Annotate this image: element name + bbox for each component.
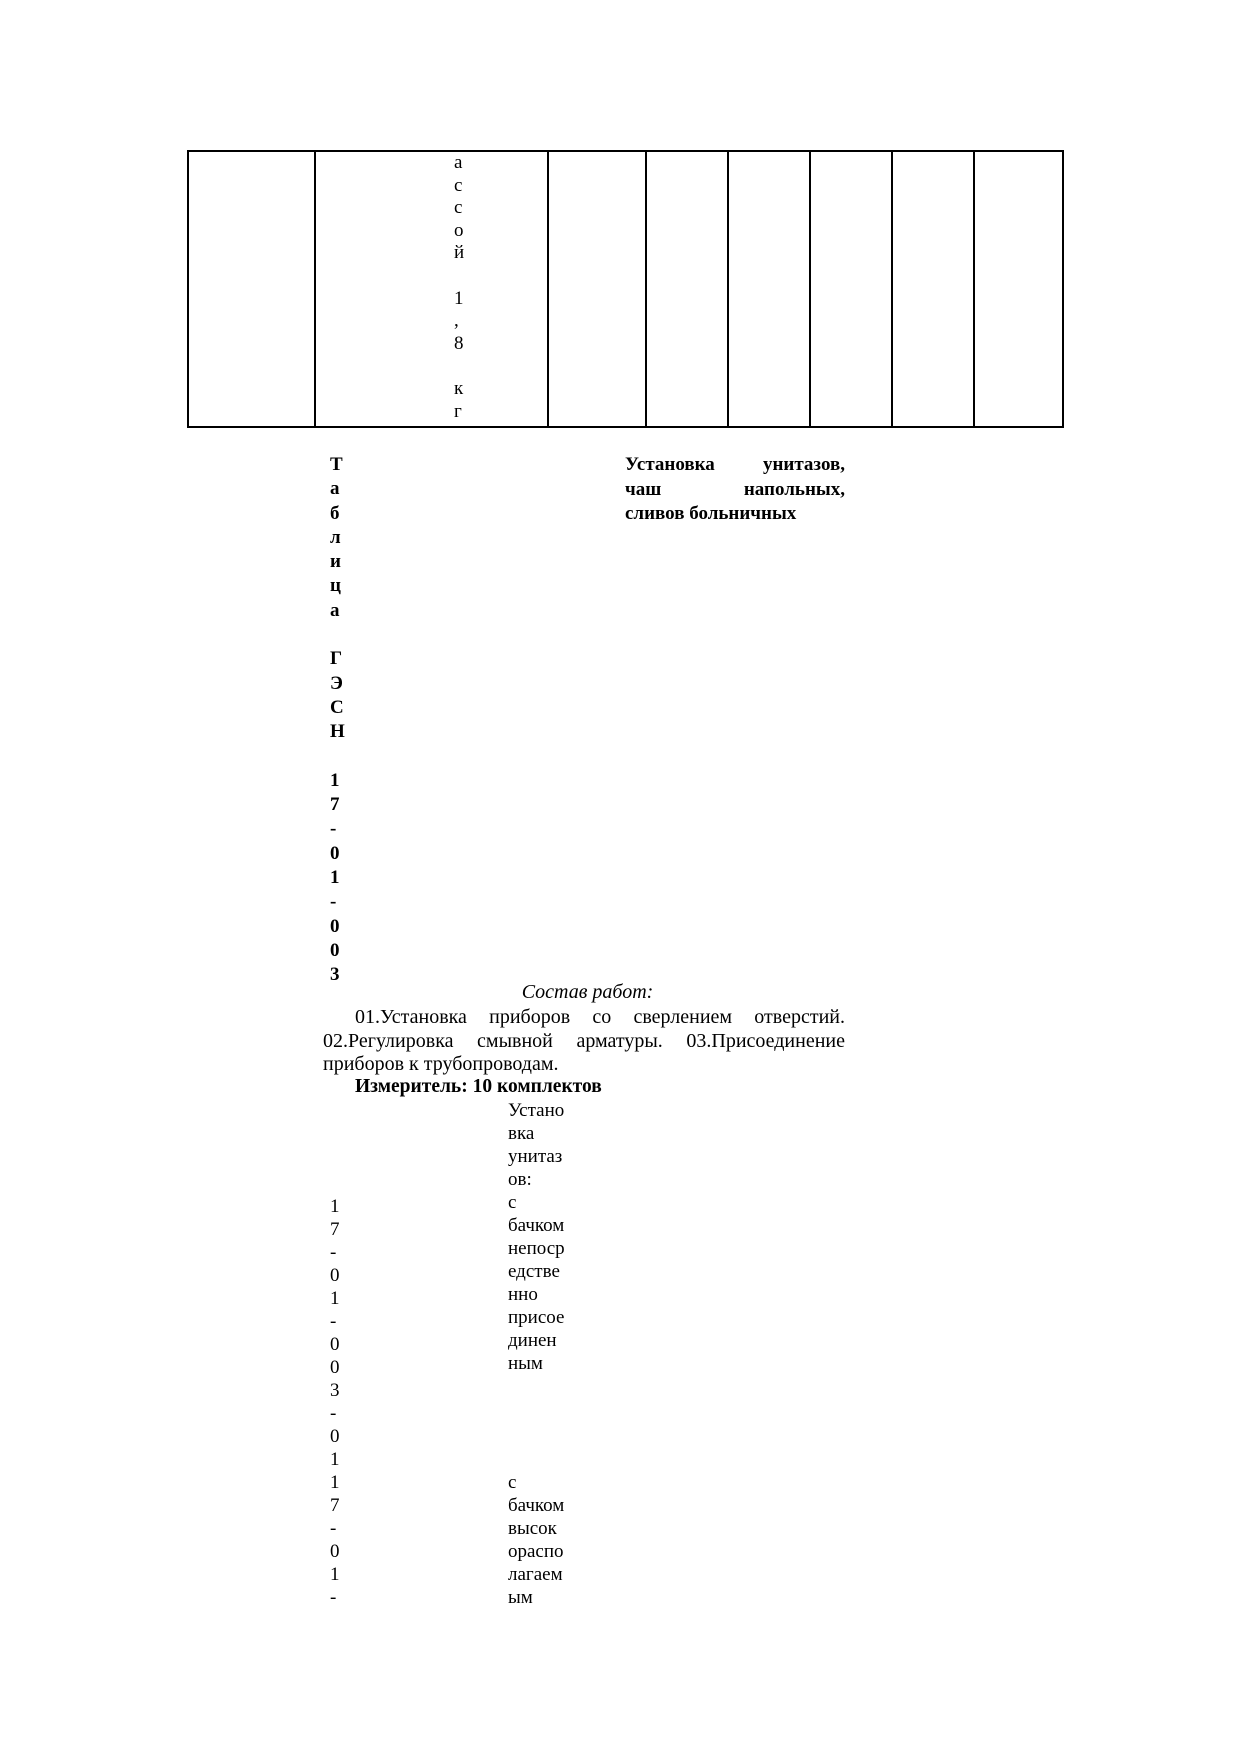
char: [330, 623, 345, 647]
char: о: [454, 219, 464, 241]
char: к: [454, 377, 464, 399]
desc-line: с: [508, 1472, 517, 1493]
item-description: [508, 1099, 565, 1375]
word: сверлением: [633, 1006, 733, 1028]
desc-line: унитаз: [508, 1146, 563, 1167]
char: 1: [330, 1288, 340, 1309]
item-code: [330, 1195, 340, 1471]
word: смывной: [477, 1029, 553, 1052]
word: 01.Установка: [355, 1006, 467, 1028]
char: [330, 745, 345, 769]
char: 1: [330, 1564, 340, 1585]
word: отверстий.: [754, 1006, 845, 1028]
cell-vertical-text: [454, 152, 685, 423]
table-row: [188, 151, 1063, 427]
table-cell: [315, 151, 548, 427]
char: [454, 265, 685, 288]
char: и: [330, 551, 341, 573]
char: С: [330, 696, 344, 718]
heading-word: Установка: [625, 454, 715, 475]
heading-word: напольных,: [743, 478, 845, 500]
char: с: [454, 197, 463, 219]
desc-line: Устано: [508, 1100, 565, 1121]
char: 1: [330, 1449, 340, 1470]
char: 0: [330, 1426, 340, 1447]
char: -: [330, 1242, 337, 1263]
desc-line: вка: [508, 1123, 535, 1144]
char: 0: [330, 1334, 340, 1355]
text-line: приборов к трубопроводам.: [323, 1053, 559, 1075]
table-cell: [188, 151, 315, 427]
char: л: [330, 526, 341, 548]
char: 0: [330, 842, 340, 864]
char: [454, 355, 685, 378]
desc-line: присое: [508, 1307, 565, 1328]
char: -: [330, 1403, 337, 1424]
desc-line: ым: [508, 1587, 533, 1608]
table-cell: [810, 151, 892, 427]
desc-line: динен: [508, 1330, 557, 1351]
char: ,: [454, 310, 459, 332]
char: 8: [454, 332, 464, 354]
text-line: [323, 1006, 845, 1030]
char: Н: [330, 721, 345, 743]
desc-line: с: [508, 1192, 517, 1213]
char: с: [454, 174, 463, 196]
word: арматуры.: [576, 1029, 663, 1052]
desc-line: бачком: [508, 1495, 565, 1516]
desc-line: лагаем: [508, 1564, 563, 1585]
char: -: [330, 1311, 337, 1332]
char: а: [454, 152, 463, 173]
char: 1: [330, 1472, 340, 1493]
char: г: [454, 400, 462, 422]
word: приборов: [489, 1006, 571, 1028]
desc-line: ов:: [508, 1169, 532, 1190]
char: 0: [330, 1357, 340, 1378]
char: Т: [330, 454, 343, 475]
section-heading: [625, 453, 845, 527]
composition-text: [323, 1006, 845, 1077]
desc-line: едстве: [508, 1261, 560, 1282]
word: 03.Присоединение: [686, 1029, 845, 1052]
composition-title: Состав работ:: [521, 981, 654, 1003]
char: 0: [330, 1541, 340, 1562]
table-cell: [974, 151, 1063, 427]
char: 1: [330, 769, 340, 791]
char: 1: [330, 1196, 340, 1217]
char: 7: [330, 1495, 340, 1516]
word: 02.Регулировка: [323, 1029, 454, 1052]
char: 7: [330, 794, 340, 816]
char: й: [454, 242, 465, 264]
desc-line: нно: [508, 1284, 538, 1305]
heading-line: [625, 478, 845, 503]
char: 0: [330, 939, 340, 961]
char: а: [330, 478, 340, 500]
desc-line: бачком: [508, 1215, 565, 1236]
item-code: [330, 1471, 340, 1609]
heading-line: сливов больничных: [625, 503, 797, 524]
table-label: [330, 453, 345, 988]
char: б: [330, 502, 340, 524]
heading-word: чаш: [625, 478, 662, 500]
char: 0: [330, 915, 340, 937]
word: со: [592, 1006, 612, 1028]
char: 1: [454, 287, 464, 309]
heading-word: унитазов,: [762, 454, 845, 475]
desc-line: ораспо: [508, 1541, 564, 1562]
char: 0: [330, 1265, 340, 1286]
measure-unit: Измеритель: 10 комплектов: [355, 1076, 602, 1097]
table-cell: [728, 151, 810, 427]
char: -: [330, 891, 337, 913]
char: Г: [330, 648, 343, 670]
char: -: [330, 1518, 337, 1539]
char: ц: [330, 575, 341, 597]
char: -: [330, 1587, 337, 1608]
item-description: [508, 1471, 564, 1609]
heading-line: [625, 453, 845, 478]
desc-line: высок: [508, 1518, 557, 1539]
text-line: [323, 1030, 845, 1054]
table-cell: [892, 151, 974, 427]
desc-line: непоср: [508, 1238, 565, 1259]
resource-table: [187, 150, 1064, 428]
char: Э: [330, 672, 343, 694]
char: 1: [330, 867, 340, 889]
char: 3: [330, 1380, 340, 1401]
char: -: [330, 818, 337, 840]
desc-line: ным: [508, 1353, 543, 1374]
char: а: [330, 599, 340, 621]
char: 3: [330, 964, 340, 986]
char: 7: [330, 1219, 340, 1240]
